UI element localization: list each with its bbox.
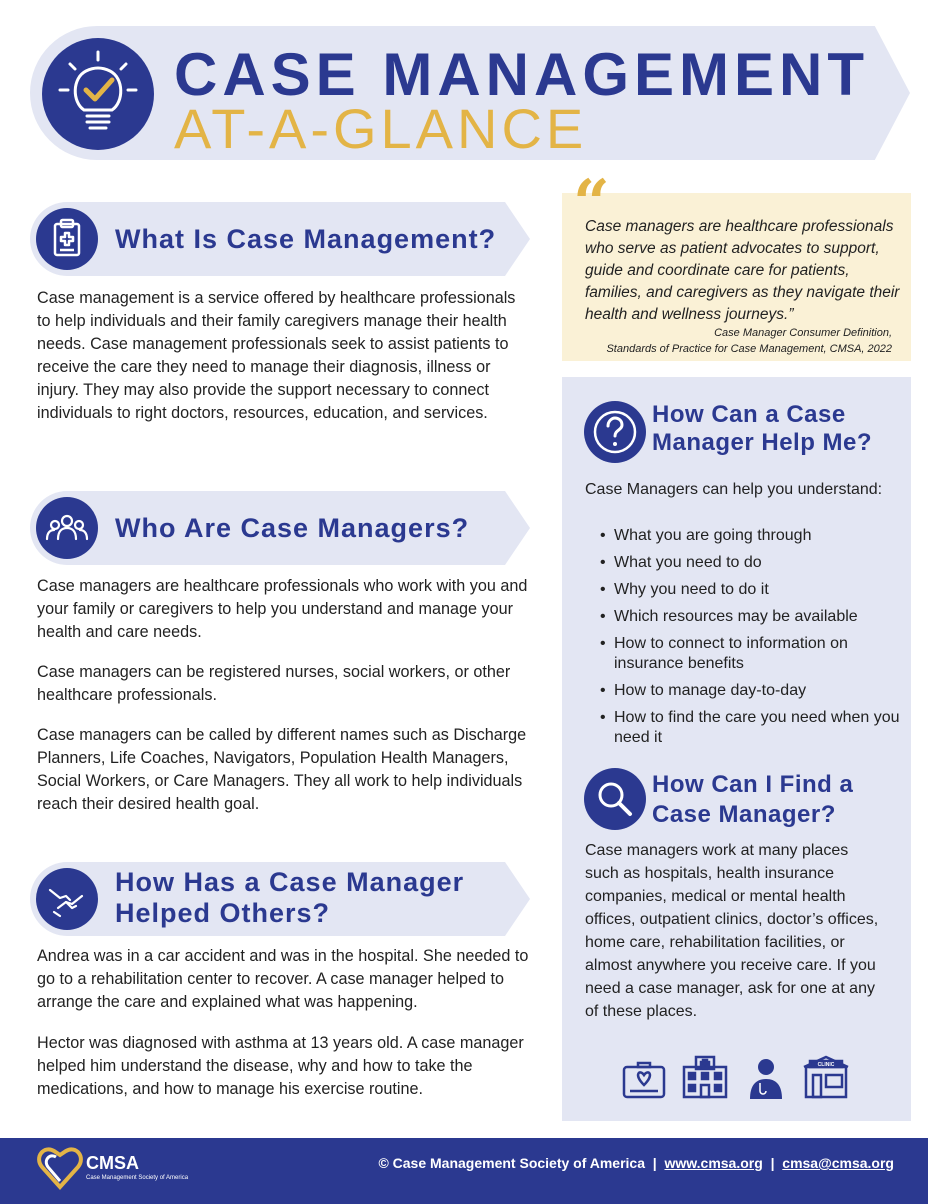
question-icon xyxy=(584,401,646,463)
page-title: CASE MANAGEMENT xyxy=(174,41,870,108)
clipboard-medical-icon xyxy=(36,208,98,270)
help-title-1: How Can a Case xyxy=(652,401,846,428)
list-item: • Why you need to do it xyxy=(600,580,900,600)
quote-source-2: Standards of Practice for Case Management, CMSA, 2022 xyxy=(606,343,892,355)
footer-contact xyxy=(378,1155,894,1171)
find-title-2: Case Manager? xyxy=(652,801,836,828)
insurance-card-icon xyxy=(624,1063,664,1097)
section-body-how-helped-2: Hector was diagnosed with asthma at 13 years old. A case manager helped him understand the disease, why and how to take the medications, and how to manage his exercise routine. xyxy=(37,1034,524,1098)
section-body-what: Case management is a service offered by healthcare professionals to help individuals and their family caregivers manage their health needs. Case management professionals seek to assist patients to receive the care they need to manage their diagnosis, illness or injury. They may also provide the support necessary to connect individuals to right doctors, resources, education, and services. xyxy=(37,289,516,422)
website-link[interactable]: www.cmsa.org xyxy=(664,1155,763,1171)
cmsa-logo xyxy=(36,1143,189,1193)
helping-hands-icon xyxy=(36,868,98,930)
section-body-who-3: Case managers can be called by different names such as Discharge Planners, Life Coaches, Navigators, Population Health Managers, Social Workers, or Care Managers. They all work to help individuals reach their desired health goal. xyxy=(37,726,527,813)
list-item: • What you need to do xyxy=(600,553,900,573)
section-body-how-helped-1: Andrea was in a car accident and was in the hospital. She needed to go to a rehabilitation center to recover. A case manager helped to arrange the care and explained what was happening. xyxy=(37,947,529,1011)
help-title-2: Manager Help Me? xyxy=(652,429,873,456)
find-body: Case managers work at many places such as hospitals, health insurance companies, medical or mental health offices, outpatient clinics, doctor’s offices, home care, rehabilitation facilities, or almost anywhere you receive care. If you need a case manager, ask for one at any of these places. xyxy=(585,842,879,1020)
section-body-who-1: Case managers are healthcare professionals who work with you and your family or caregivers to help you understand and manage your health and care needs. xyxy=(37,577,528,641)
section-title-what: What Is Case Management? xyxy=(115,224,497,254)
list-item: • How to manage day-to-day xyxy=(600,681,900,701)
section-title-how-helped-1: How Has a Case Manager xyxy=(115,867,465,897)
doctor-icon xyxy=(750,1059,782,1099)
list-item: • Which resources may be available xyxy=(600,607,900,627)
quote-source-1: Case Manager Consumer Definition, xyxy=(714,327,892,339)
list-item: • How to find the care you need when you need it xyxy=(600,708,900,748)
magnifier-icon xyxy=(584,768,646,830)
care-places-icons xyxy=(620,1053,852,1101)
lightbulb-check-icon xyxy=(42,38,154,150)
quote-mark-icon: “ xyxy=(573,166,610,241)
cmsa-logo-subtext: Case Management Society of America xyxy=(86,1175,189,1181)
page-subtitle: AT-A-GLANCE xyxy=(174,97,588,160)
cmsa-logo-text: CMSA xyxy=(86,1153,139,1173)
email-link[interactable]: cmsa@cmsa.org xyxy=(782,1155,894,1171)
people-group-icon xyxy=(36,497,98,559)
hospital-icon xyxy=(684,1057,726,1097)
list-item: • How to connect to information on insurance benefits xyxy=(600,634,900,674)
footer-separator: | xyxy=(652,1155,657,1171)
clinic-sign: CLINIC xyxy=(817,1062,835,1068)
footer-copyright: © Case Management Society of America xyxy=(378,1155,646,1171)
footer-separator: | xyxy=(770,1155,775,1171)
quote-text: Case managers are healthcare professionals who serve as patient advocates to support, guide and coordinate care for patients, families, and caregivers as they navigate their health and wellness journeys.” xyxy=(585,218,900,323)
find-title-1: How Can I Find a xyxy=(652,771,854,798)
list-item: • What you are going through xyxy=(600,526,900,546)
help-bullet-list xyxy=(600,526,900,755)
section-body-who-2: Case managers can be registered nurses, social workers, or other healthcare professionals. xyxy=(37,663,511,704)
section-title-how-helped-2: Helped Others? xyxy=(115,898,331,928)
section-title-who: Who Are Case Managers? xyxy=(115,513,470,543)
help-intro: Case Managers can help you understand: xyxy=(585,481,883,498)
